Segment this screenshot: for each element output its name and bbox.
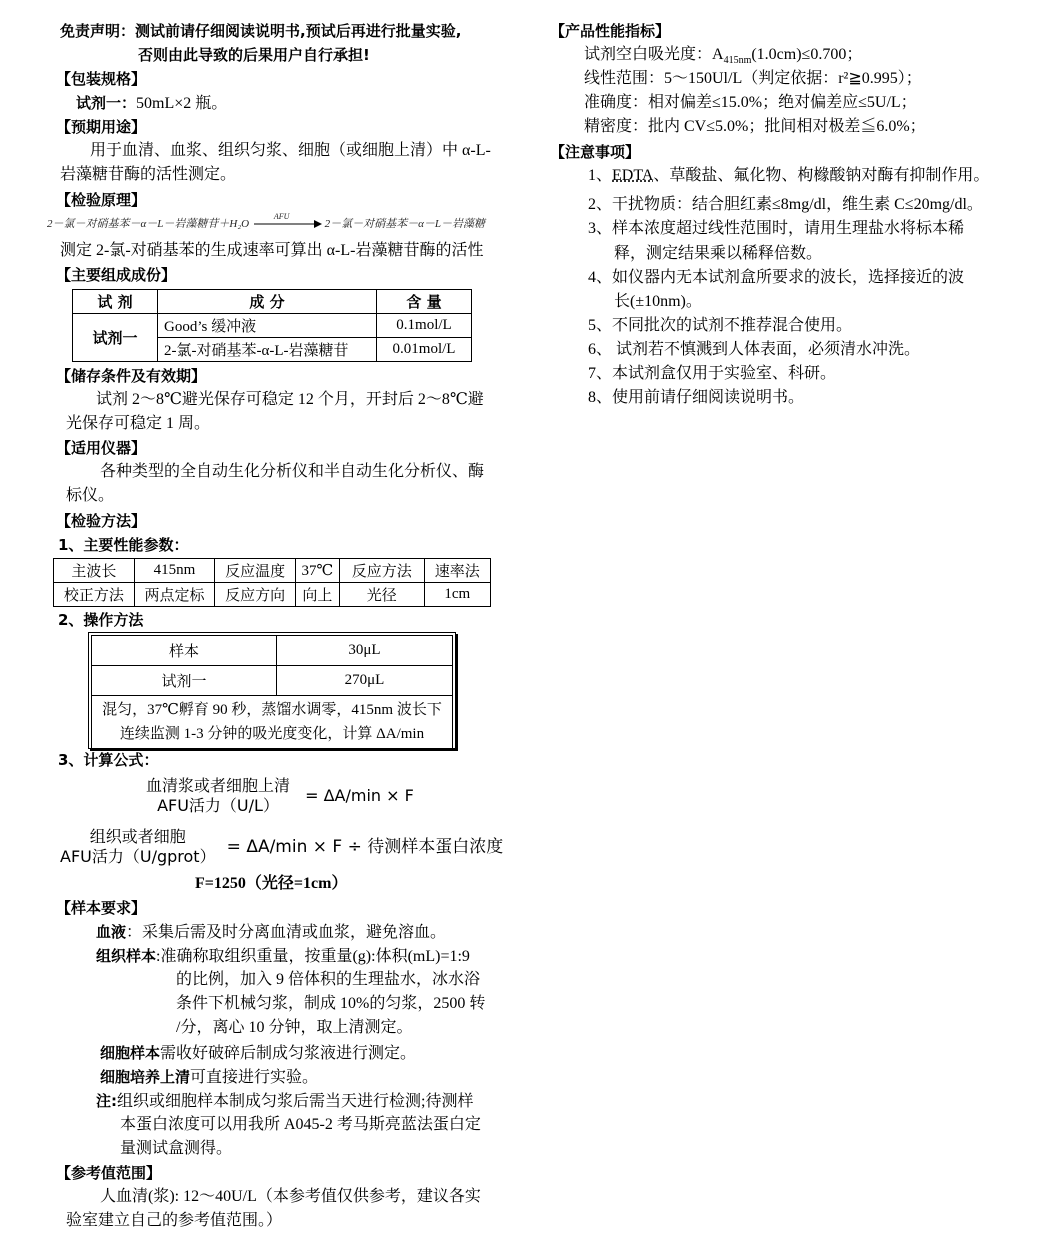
sample-tissue-label: 组织样本 bbox=[96, 947, 157, 965]
reference-heading: 【参考值范围】 bbox=[56, 1164, 162, 1182]
calc-title: 3、计算公式： bbox=[58, 751, 159, 769]
instruments-line1: 各种类型的全自动生化分析仪和半自动生化分析仪、酶 bbox=[100, 463, 485, 480]
param-cell: 1cm bbox=[424, 583, 490, 607]
reaction-left: 2－氯－对硝基苯－α－L－岩藻糖苷＋H₂O bbox=[47, 218, 250, 230]
sample-note-l2: 本蛋白浓度可以用我所 A045-2 考马斯亮蓝法蛋白定 bbox=[120, 1116, 481, 1133]
params-title: 1、主要性能参数： bbox=[58, 536, 189, 554]
param-cell: 光径 bbox=[339, 583, 424, 607]
formula-1-fraction bbox=[146, 776, 290, 816]
sample-blood-text: ：采集后需及时分离血清或血浆，避免溶血。 bbox=[126, 924, 447, 941]
f-value: F=1250（光径=1cm） bbox=[195, 875, 348, 892]
usage-line2: 岩藻糖苷酶的活性测定。 bbox=[60, 166, 237, 183]
comp-amount-1: 0.1mol/L bbox=[377, 314, 472, 338]
operation-table bbox=[91, 635, 453, 749]
formula-1-rhs: = ΔA/min × F bbox=[305, 786, 414, 805]
formula-2-fraction bbox=[60, 827, 216, 867]
sample-culture-label: 细胞培养上清 bbox=[100, 1068, 191, 1086]
note-item-4b: 长(±10nm)。 bbox=[614, 293, 702, 310]
note-item-3b: 释，测定结果乘以稀释倍数。 bbox=[614, 245, 823, 262]
comp-header-component: 成 分 bbox=[158, 290, 377, 314]
op-title: 2、操作方法 bbox=[58, 611, 144, 629]
instruments-heading: 【适用仪器】 bbox=[56, 439, 147, 457]
sample-note-l3: 量测试盒测得。 bbox=[120, 1140, 233, 1157]
principle-line: 测定 2-氯-对硝基苯的生成速率可算出 α-L-岩藻糖苷酶的活性 bbox=[60, 242, 484, 259]
note-item-6: 6、 试剂若不慎溅到人体表面，必须清水冲洗。 bbox=[588, 341, 921, 358]
operation-box bbox=[88, 632, 456, 749]
param-cell: 向上 bbox=[295, 583, 339, 607]
disclaimer-line2: 否则由此导致的后果用户自行承担! bbox=[138, 46, 370, 64]
method-heading: 【检验方法】 bbox=[56, 512, 147, 530]
op-row-value: 270μL bbox=[277, 666, 453, 696]
param-cell: 校正方法 bbox=[54, 583, 135, 607]
comp-amount-2: 0.01mol/L bbox=[377, 338, 472, 362]
usage-line1: 用于血清、血浆、组织匀浆、细胞（或细胞上清）中 α-L- bbox=[90, 142, 491, 159]
sample-cell bbox=[100, 1042, 416, 1065]
notes-heading: 【注意事项】 bbox=[550, 143, 641, 161]
reaction-enzyme: AFU bbox=[273, 212, 290, 222]
disclaimer-line1: 免责声明：测试前请仔细阅读说明书,预试后再进行批量实验, bbox=[60, 22, 462, 40]
reaction-equation bbox=[47, 212, 485, 232]
formula-1 bbox=[146, 776, 414, 816]
comp-component-1: Good’s 缓冲液 bbox=[158, 314, 377, 338]
sample-heading: 【样本要求】 bbox=[56, 899, 147, 917]
params-table bbox=[53, 558, 491, 607]
performance-blank-post: (1.0cm)≤0.700； bbox=[751, 46, 863, 63]
comp-component-2: 2-氯-对硝基苯-α-L-岩藻糖苷 bbox=[158, 338, 377, 362]
note-1-text: 、草酸盐、氟化物、枸橼酸钠对酶有抑制作用。 bbox=[653, 167, 990, 184]
comp-header-amount: 含 量 bbox=[377, 290, 472, 314]
sample-culture bbox=[100, 1066, 318, 1089]
sample-blood bbox=[96, 921, 446, 944]
note-1-prefix: 1、 bbox=[588, 167, 613, 184]
reaction-arrow bbox=[252, 212, 322, 230]
packaging-reagent-label: 试剂一： bbox=[76, 94, 137, 112]
note-item-7: 7、本试剂盒仅用于实验室、科研。 bbox=[588, 365, 837, 382]
performance-blank-sub: 415nm bbox=[723, 55, 752, 67]
note-item-2: 2、干扰物质：结合胆红素≤8mg/dl，维生素 C≤20mg/dl。 bbox=[588, 196, 983, 213]
instruments-line2: 标仪。 bbox=[66, 487, 115, 504]
sample-blood-label: 血液 bbox=[96, 923, 127, 941]
packaging-line bbox=[76, 92, 227, 115]
op-note-line1: 混匀，37℃孵育 90 秒，蒸馏水调零，415nm 波长下 bbox=[102, 702, 442, 718]
sample-cell-label: 细胞样本 bbox=[100, 1044, 161, 1062]
performance-accuracy: 准确度：相对偏差≤15.0%；绝对偏差应≤5U/L； bbox=[584, 94, 917, 111]
reaction-right: 2－氯－对硝基苯－α－L－岩藻糖 bbox=[324, 218, 485, 230]
reference-line1: 人血清(浆): 12～40U/L（本参考值仅供参考，建议各实 bbox=[100, 1188, 481, 1205]
sample-note-l1: 组织或细胞样本制成匀浆后需当天进行检测;待测样 bbox=[117, 1093, 474, 1110]
op-note bbox=[92, 696, 453, 749]
note-item-5: 5、不同批次的试剂不推荐混合使用。 bbox=[588, 317, 853, 334]
param-cell: 415nm bbox=[134, 559, 215, 583]
sample-tissue bbox=[96, 945, 470, 968]
performance-precision: 精密度：批内 CV≤5.0%；批间相对极差≦6.0%； bbox=[584, 118, 926, 135]
sample-tissue-l1: :准确称取组织重量，按重量(g):体积(mL)=1:9 bbox=[156, 948, 470, 965]
sample-tissue-l3: 条件下机械匀浆，制成 10%的匀浆，2500 转 bbox=[176, 995, 486, 1012]
param-cell: 两点定标 bbox=[134, 583, 215, 607]
op-row-value: 30μL bbox=[277, 636, 453, 666]
param-cell: 37℃ bbox=[295, 559, 339, 583]
composition-table bbox=[72, 289, 472, 362]
param-cell: 反应方法 bbox=[339, 559, 424, 583]
sample-tissue-l4: /分，离心 10 分钟，取上清测定。 bbox=[176, 1019, 413, 1036]
formula-2-denominator: AFU活力（U/gprot） bbox=[60, 847, 216, 866]
formula-1-denominator: AFU活力（U/L） bbox=[157, 796, 279, 815]
param-cell: 反应方向 bbox=[215, 583, 296, 607]
op-row-label: 试剂一 bbox=[92, 666, 277, 696]
performance-blank-pre: 试剂空白吸光度：A bbox=[584, 46, 724, 63]
sample-culture-text: 可直接进行实验。 bbox=[190, 1069, 319, 1086]
packaging-reagent-value: 50mL×2 瓶。 bbox=[136, 95, 228, 112]
param-cell: 反应温度 bbox=[215, 559, 296, 583]
note-item-3a: 3、样本浓度超过线性范围时，请用生理盐水将标本稀 bbox=[588, 220, 965, 237]
formula-2 bbox=[60, 827, 503, 867]
storage-line2: 光保存可稳定 1 周。 bbox=[66, 415, 211, 432]
note-1-edta: EDTA bbox=[612, 167, 654, 184]
note-item-1 bbox=[588, 165, 989, 187]
comp-header-reagent: 试 剂 bbox=[73, 290, 158, 314]
reference-line2: 验室建立自己的参考值范围。） bbox=[66, 1212, 283, 1229]
storage-heading: 【储存条件及有效期】 bbox=[56, 367, 207, 385]
sample-cell-text: 需收好破碎后制成匀浆液进行测定。 bbox=[160, 1045, 417, 1062]
performance-linear: 线性范围：5～150Ul/L（判定依据：r²≧0.995）； bbox=[584, 70, 922, 87]
op-note-line2: 连续监测 1-3 分钟的吸光度变化，计算 ΔA/min bbox=[119, 726, 425, 742]
note-item-8: 8、使用前请仔细阅读说明书。 bbox=[588, 389, 805, 406]
param-cell: 速率法 bbox=[424, 559, 490, 583]
sample-note bbox=[96, 1090, 473, 1113]
comp-reagent-name: 试剂一 bbox=[73, 314, 158, 362]
param-cell: 主波长 bbox=[54, 559, 135, 583]
principle-heading: 【检验原理】 bbox=[56, 191, 147, 209]
formula-2-rhs: = ΔA/min × F ÷ 待测样本蛋白浓度 bbox=[226, 837, 504, 857]
note-item-4a: 4、如仪器内无本试剂盒所要求的波长，选择接近的波 bbox=[588, 269, 965, 286]
arrow-icon bbox=[252, 218, 322, 230]
usage-heading: 【预期用途】 bbox=[56, 118, 147, 136]
composition-heading: 【主要组成成份】 bbox=[56, 266, 177, 284]
performance-heading: 【产品性能指标】 bbox=[550, 22, 671, 40]
sample-tissue-l2: 的比例，加入 9 倍体积的生理盐水，冰水浴 bbox=[176, 971, 481, 988]
formula-2-numerator: 组织或者细胞 bbox=[89, 827, 186, 846]
packaging-heading: 【包装规格】 bbox=[56, 70, 147, 88]
storage-line1: 试剂 2～8℃避光保存可稳定 12 个月，开封后 2～8℃避 bbox=[96, 391, 484, 408]
op-row-label: 样本 bbox=[92, 636, 277, 666]
formula-1-numerator: 血清浆或者细胞上清 bbox=[146, 776, 291, 795]
sample-note-label: 注: bbox=[96, 1092, 117, 1110]
